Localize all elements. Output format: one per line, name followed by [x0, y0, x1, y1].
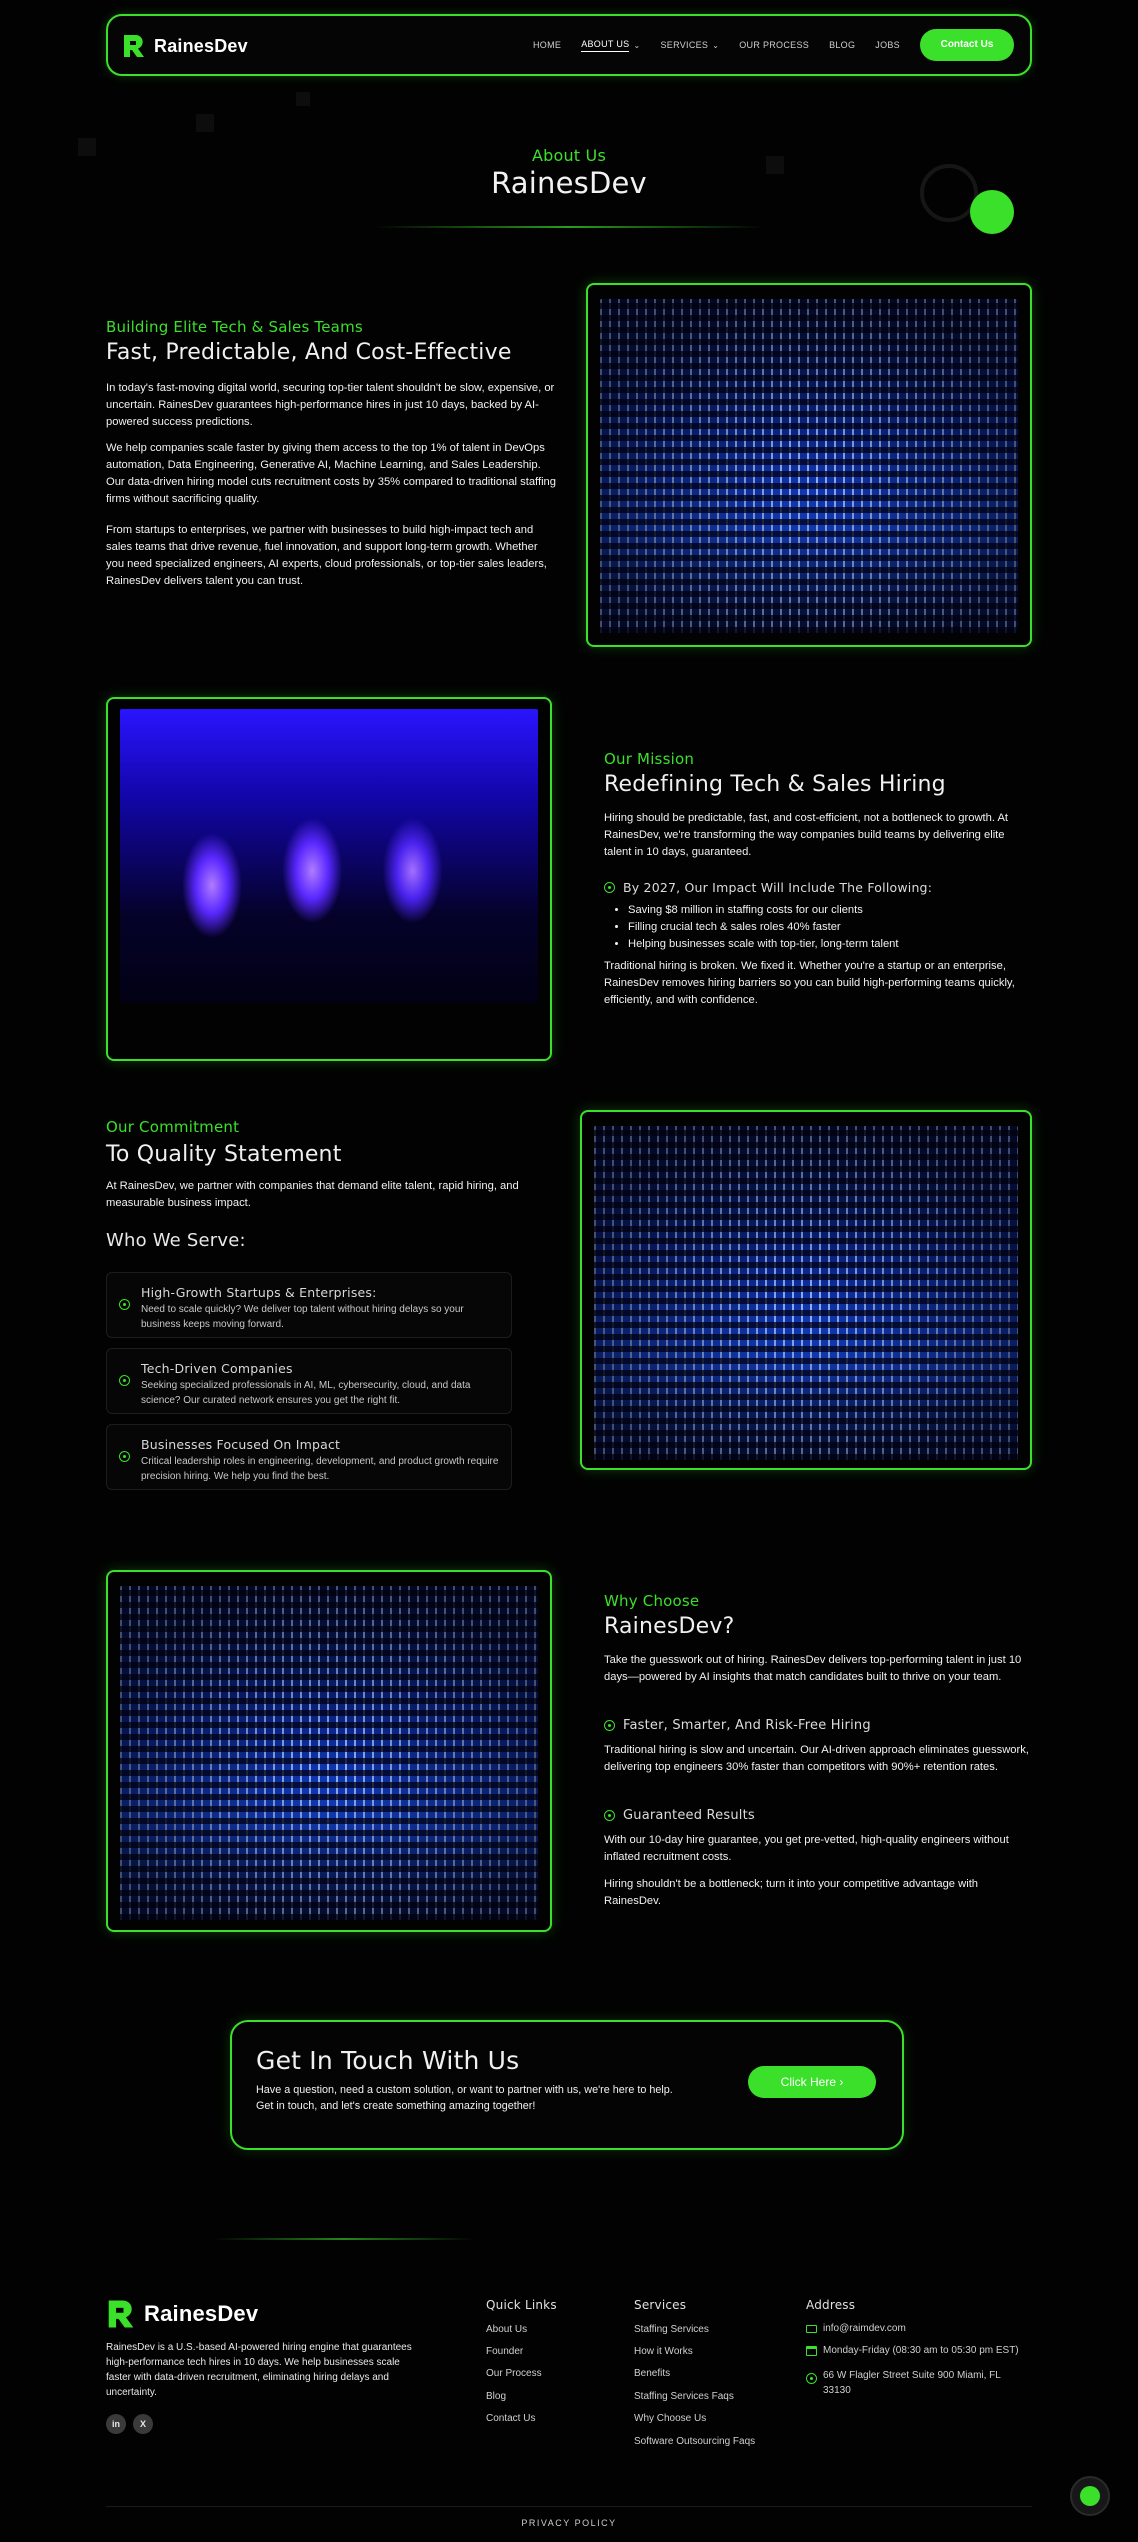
check-circle-icon — [604, 882, 615, 893]
footer-link-staffing-faqs[interactable]: Staffing Services Faqs — [634, 2391, 734, 2402]
serve-card-desc: Seeking specialized professionals in AI, ML, cybersecurity, cloud, and data science? Our curated network ensures you get the right fit. — [141, 1380, 471, 1406]
digital-grid-image — [594, 1126, 1018, 1460]
chat-widget-button[interactable] — [1070, 2476, 1110, 2516]
contact-us-button[interactable]: Contact Us — [920, 29, 1014, 61]
section2-paragraph: Hiring should be predictable, fast, and cost-efficient, not a bottleneck to growth. At RainesDev, we're transforming the way companies build teams by delivering elite talent in 10 days, guaranteed. — [604, 812, 1009, 858]
footer-email[interactable]: info@raimdev.com — [806, 2323, 906, 2334]
serve-card — [106, 1272, 512, 1338]
nav-about-us[interactable]: ABOUT US ⌄ — [581, 38, 641, 50]
calendar-icon — [806, 2346, 817, 2356]
divider — [214, 2238, 474, 2240]
section1-paragraph: From startups to enterprises, we partner with businesses to build high-impact tech and sales teams that drive revenue, fuel innovation, and support long-term growth. Whether you need specialized engineers, AI experts, cloud professionals, or top-tier sales leaders, RainesDev delivers talent you can trust. — [106, 524, 547, 587]
section4-paragraph: Take the guesswork out of hiring. RainesDev delivers top-performing talent in just 10 days—powered by AI insights that match candidates built to thrive on your team. — [604, 1654, 1022, 1683]
nav-blog[interactable]: BLOG — [829, 40, 856, 50]
nav-our-process[interactable]: OUR PROCESS — [739, 40, 810, 50]
section4-paragraph: Hiring shouldn't be a bottleneck; turn it into your competitive advantage with RainesDev. — [604, 1878, 979, 1907]
footer-link-why-choose-us[interactable]: Why Choose Us — [634, 2413, 707, 2424]
privacy-policy-link[interactable]: PRIVACY POLICY — [521, 2518, 617, 2528]
who-we-serve-heading: Who We Serve: — [106, 1230, 246, 1251]
check-circle-icon — [119, 1299, 130, 1310]
section2-image-frame — [106, 697, 552, 1061]
chevron-down-icon: ⌄ — [712, 40, 720, 50]
footer-link-benefits[interactable]: Benefits — [634, 2368, 671, 2379]
footer-logo[interactable] — [106, 2298, 258, 2330]
footer-link-blog[interactable]: Blog — [486, 2391, 507, 2402]
list-item: • Filling crucial tech & sales roles 40% faster — [628, 919, 1032, 936]
section4-paragraph: With our 10-day hire guarantee, you get pre-vetted, high-quality engineers without inflated recruitment costs. — [604, 1834, 1009, 1863]
section3-title: To Quality Statement — [106, 1142, 342, 1167]
impact-list — [612, 902, 1032, 953]
list-item: • Saving $8 million in staffing costs for our clients — [628, 902, 1032, 919]
background-square — [296, 92, 310, 106]
hero-title: RainesDev — [491, 166, 647, 200]
location-pin-icon — [806, 2373, 817, 2384]
serve-card-title: Tech-Driven Companies — [141, 1361, 293, 1376]
x-twitter-icon[interactable]: X — [133, 2414, 153, 2434]
linkedin-icon[interactable]: in — [106, 2414, 126, 2434]
footer-about: RainesDev is a U.S.-based AI-powered hiring engine that guarantees high-performance tech hires in 10 days. We help businesses scale faster with data-driven recruitment, eliminating hiring delays and uncertainty. — [106, 2342, 412, 2398]
feature-heading: Guaranteed Results — [604, 1808, 755, 1823]
footer-link-contact-us[interactable]: Contact Us — [486, 2413, 536, 2424]
social-links — [106, 2414, 153, 2434]
logo-icon — [122, 33, 146, 59]
cta-title: Get In Touch With Us — [256, 2046, 520, 2075]
footer-link-staffing-services[interactable]: Staffing Services — [634, 2324, 709, 2335]
logo[interactable] — [122, 33, 248, 59]
section1-image-frame — [586, 283, 1032, 647]
serve-card-title: High-Growth Startups & Enterprises: — [141, 1285, 377, 1300]
check-circle-icon — [604, 1810, 615, 1821]
check-circle-icon — [119, 1375, 130, 1386]
hero-kicker: About Us — [531, 146, 607, 165]
nav-services[interactable]: SERVICES ⌄ — [660, 40, 720, 50]
cta-text: Have a question, need a custom solution, or want to partner with us, we're here to help. Get in touch, and let's create something amazing together! — [256, 2084, 673, 2112]
section1-title: Fast, Predictable, And Cost-Effective — [106, 340, 512, 365]
impact-heading: By 2027, Our Impact Will Include The Following: — [604, 880, 932, 895]
mail-icon — [806, 2325, 817, 2333]
check-circle-icon — [604, 1720, 615, 1731]
divider — [106, 2506, 1032, 2507]
digital-grid-image — [600, 299, 1018, 633]
footer-link-founder[interactable]: Founder — [486, 2346, 524, 2357]
divider — [374, 226, 764, 228]
digital-grid-image — [120, 1586, 538, 1920]
section4-paragraph: Traditional hiring is slow and uncertain. Our AI-driven approach eliminates guesswork, delivering top engineers 30% faster than competitors with 90%+ retention rates. — [604, 1744, 1029, 1773]
top-navbar — [106, 14, 1032, 76]
click-here-button[interactable]: Click Here › — [748, 2066, 876, 2098]
serve-card — [106, 1424, 512, 1490]
section1-kicker: Building Elite Tech & Sales Teams — [106, 318, 363, 336]
footer-address: 66 W Flagler Street Suite 900 Miami, FL 33130 — [806, 2368, 1028, 2398]
footer-link-about-us[interactable]: About Us — [486, 2324, 528, 2335]
section3-image-frame — [580, 1110, 1032, 1470]
decorative-circle — [970, 190, 1014, 234]
serve-card-title: Businesses Focused On Impact — [141, 1437, 341, 1452]
logo-icon — [106, 2298, 136, 2330]
check-circle-icon — [119, 1451, 130, 1462]
footer-link-software-faqs[interactable]: Software Outsourcing Faqs — [634, 2436, 756, 2447]
nav-home[interactable]: HOME — [533, 40, 562, 50]
logo-text: RainesDev — [154, 35, 248, 56]
list-item: • Helping businesses scale with top-tier, long-term talent — [628, 936, 1032, 953]
arrow-right-icon: › — [839, 2075, 844, 2089]
footer-link-how-it-works[interactable]: How it Works — [634, 2346, 693, 2357]
services-heading: Services — [634, 2298, 687, 2312]
section2-kicker: Our Mission — [604, 750, 695, 768]
footer-link-our-process[interactable]: Our Process — [486, 2368, 542, 2379]
serve-card — [106, 1348, 512, 1414]
section4-image-frame — [106, 1570, 552, 1932]
section3-paragraph: At RainesDev, we partner with companies that demand elite talent, rapid hiring, and measurable business impact. — [106, 1180, 519, 1209]
serve-card-desc: Need to scale quickly? We deliver top talent without hiring delays so your business keeps moving forward. — [141, 1304, 464, 1330]
section4-kicker: Why Choose — [604, 1592, 700, 1610]
section4-title: RainesDev? — [604, 1614, 735, 1639]
section2-title: Redefining Tech & Sales Hiring — [604, 772, 946, 797]
address-heading: Address — [806, 2298, 856, 2312]
footer-hours: Monday-Friday (08:30 am to 05:30 pm EST) — [806, 2345, 1019, 2356]
contact-cta-box — [230, 2020, 904, 2150]
logo-text: RainesDev — [144, 2301, 259, 2326]
feature-heading: Faster, Smarter, And Risk-Free Hiring — [604, 1718, 871, 1733]
section1-paragraph: In today's fast-moving digital world, securing top-tier talent shouldn't be slow, expensive, or uncertain. RainesDev guarantees high-performance hires in just 10 days, backed by AI-powered success predictions. — [106, 382, 555, 428]
section2-paragraph: Traditional hiring is broken. We fixed it. Whether you're a startup or an enterprise, RainesDev removes hiring barriers so you can build high-performing teams quickly, efficiently, and with confidence. — [604, 960, 1015, 1006]
section3-kicker: Our Commitment — [106, 1118, 240, 1136]
chevron-down-icon: ⌄ — [633, 40, 641, 50]
background-square — [196, 114, 214, 132]
serve-card-desc: Critical leadership roles in engineering, development, and product growth require precision hiring. We help you find the best. — [141, 1456, 499, 1482]
nav-jobs[interactable]: JOBS — [875, 40, 900, 50]
section1-paragraph: We help companies scale faster by giving them access to the top 1% of talent in DevOps automation, Data Engineering, Generative AI, Machine Learning, and Sales Leadership. Our data-driven hiring model cuts recruitment costs by 35% compared to traditional staffing firms without sacrificing quality. — [106, 442, 556, 505]
quick-links-heading: Quick Links — [486, 2298, 557, 2312]
chat-logo-icon — [1080, 2486, 1100, 2506]
neon-wave-image — [120, 709, 538, 1003]
